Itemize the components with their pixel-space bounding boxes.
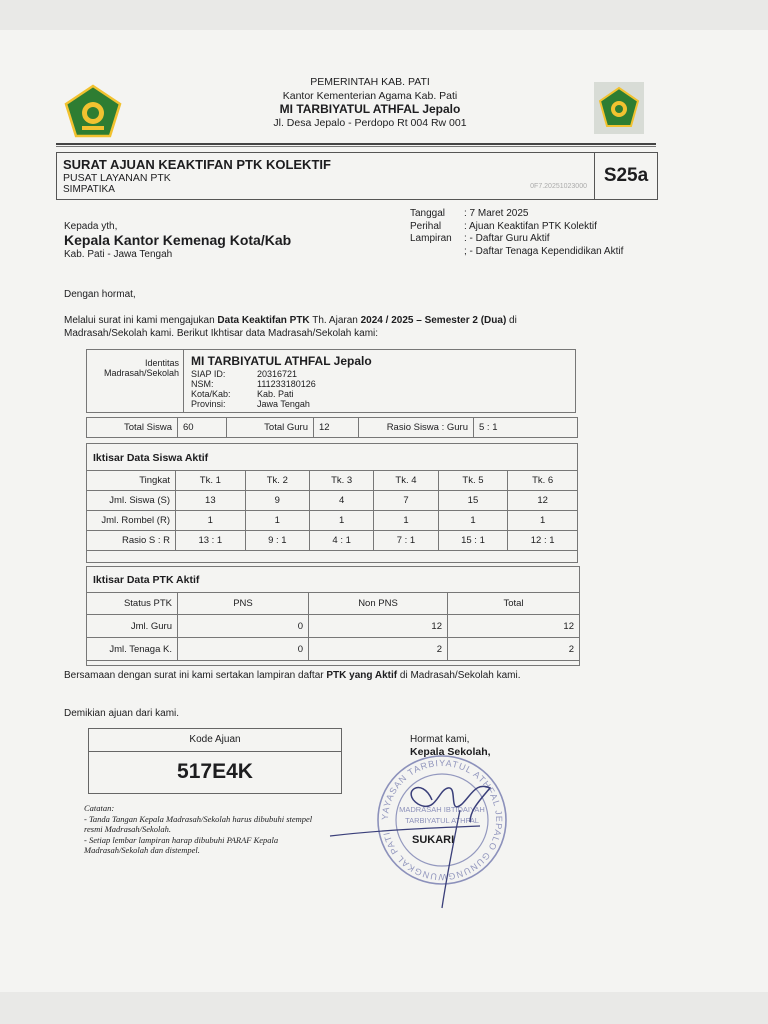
title-sub: PUSAT LAYANAN PTK <box>63 172 171 184</box>
total-siswa-value: 60 <box>178 418 227 438</box>
siswa-header-cell: Tk. 6 <box>508 471 578 491</box>
kemenag-logo-left-icon <box>64 84 122 138</box>
title-main: SURAT AJUAN KEAKTIFAN PTK KOLEKTIF <box>63 157 331 172</box>
meta-lampiran-value-2: ; - Daftar Tenaga Kependidikan Aktif <box>464 245 624 257</box>
siswa-header-cell: Tk. 4 <box>374 471 438 491</box>
table-cell: 1 <box>438 511 508 531</box>
kota-value: Kab. Pati <box>257 389 294 399</box>
table-cell: 13 <box>176 491 246 511</box>
siswa-header-row <box>87 471 578 491</box>
table-cell: 7 <box>374 491 438 511</box>
intro-e: di <box>506 315 517 326</box>
ptk-header-cell: PNS <box>178 593 309 615</box>
title-box <box>56 152 658 200</box>
table-cell: 1 <box>374 511 438 531</box>
intro-f: Madrasah/Sekolah kami. Berikut Ikhtisar data Madrasah/Sekolah kami: <box>64 328 379 339</box>
table-cell: 0 <box>178 638 309 661</box>
catatan-line: - Tanda Tangan Kepala Madrasah/Sekolah harus dibubuhi stempel <box>84 813 313 824</box>
summary-table <box>86 417 578 438</box>
stamp-center-2: TARBIYATUL ATHFAL <box>405 816 479 825</box>
identitas-keys <box>191 369 231 409</box>
closing-line: Demikian ajuan dari kami. <box>64 708 180 719</box>
kemenag-logo-right-icon <box>594 82 644 134</box>
attachment-a: Bersamaan dengan surat ini kami sertakan lampiran daftar <box>64 670 327 681</box>
table-cell: 1 <box>508 511 578 531</box>
table-cell: 1 <box>176 511 246 531</box>
kop-line-2: Kantor Kementerian Agama Kab. Pati <box>282 89 458 102</box>
identitas-label-1: Identitas <box>144 358 179 368</box>
siswa-header-cell: Tk. 1 <box>176 471 246 491</box>
siswa-heading: Iktisar Data Siswa Aktif <box>93 452 209 464</box>
table-cell: 2 <box>448 638 580 661</box>
meta-lampiran-label: Lampiran <box>410 233 452 244</box>
attachment-paragraph <box>64 670 521 681</box>
total-guru-value: 12 <box>314 418 359 438</box>
row-label: Jml. Siswa (S) <box>87 491 176 511</box>
table-cell: 0 <box>178 615 309 638</box>
identitas-label-2: Madrasah/Sekolah <box>103 368 179 378</box>
rasio-value: 5 : 1 <box>474 418 578 438</box>
intro-c: Th. Ajaran <box>309 315 361 326</box>
signer-name: SUKARI <box>412 834 455 846</box>
catatan-line: Madrasah/Sekolah dan distempel. <box>84 845 200 855</box>
table-cell: 1 <box>245 511 309 531</box>
recipient-place: Kab. Pati - Jawa Tengah <box>64 249 173 260</box>
attachment-c: di Madrasah/Sekolah kami. <box>397 670 521 681</box>
kop-line-1: PEMERINTAH KAB. PATI <box>310 76 430 88</box>
greeting: Dengan hormat, <box>64 289 136 300</box>
meta-tanggal-label: Tanggal <box>410 208 446 219</box>
ptk-header-cell: Status PTK <box>87 593 178 615</box>
siswa-header-cell: Tk. 5 <box>438 471 508 491</box>
catatan-title: Catatan: <box>84 803 115 813</box>
siswa-header-cell: Tk. 3 <box>309 471 373 491</box>
siap-value: 20316721 <box>257 369 298 379</box>
table-cell: 15 <box>438 491 508 511</box>
recipient-to: Kepada yth, <box>64 221 118 232</box>
row-label: Jml. Tenaga K. <box>87 638 178 661</box>
intro-paragraph <box>64 314 684 340</box>
table-cell: 4 : 1 <box>309 531 373 551</box>
intro-d: 2024 / 2025 – Semester 2 (Dua) <box>360 315 507 326</box>
recipient-name: Kepala Kantor Kemenag Kota/Kab <box>64 232 292 248</box>
siap-label: SIAP ID: <box>191 369 226 379</box>
table-cell: 12 <box>508 491 578 511</box>
kode-ajuan-box <box>88 728 342 794</box>
sign-greeting: Hormat kami, <box>410 734 470 745</box>
provinsi-label: Provinsi: <box>191 399 226 409</box>
intro-b: Data Keaktifan PTK <box>217 315 310 326</box>
sign-title: Kepala Sekolah, <box>410 746 491 758</box>
kemenag-logo-right <box>594 82 644 134</box>
kode-ajuan-label: Kode Ajuan <box>89 729 341 752</box>
table-cell: 15 : 1 <box>438 531 508 551</box>
table-row <box>87 638 580 661</box>
ptk-header-cell: Non PNS <box>309 593 448 615</box>
kop-line-4: Jl. Desa Jepalo - Perdopo Rt 004 Rw 001 <box>273 116 467 129</box>
table-cell: 12 : 1 <box>508 531 578 551</box>
table-row <box>87 531 578 551</box>
identitas-values <box>257 369 316 409</box>
ptk-table <box>86 592 580 661</box>
meta-lampiran-value-1: : - Daftar Guru Aktif <box>464 233 550 244</box>
kop-line-3: MI TARBIYATUL ATHFAL Jepalo <box>279 102 461 116</box>
siswa-header-cell: Tingkat <box>87 471 176 491</box>
document-number: 0F7.20251023000 <box>530 183 587 190</box>
table-row <box>87 511 578 531</box>
ptk-header-cell: Total <box>448 593 580 615</box>
table-row <box>87 491 578 511</box>
identitas-label <box>87 358 179 378</box>
catatan-line: - Setiap lembar lampiran harap dibubuhi PARAF Kepala <box>84 834 279 845</box>
table-cell: 9 <box>245 491 309 511</box>
letter-meta <box>410 208 623 258</box>
table-cell: 7 : 1 <box>374 531 438 551</box>
total-siswa-label: Total Siswa <box>87 418 178 438</box>
nsm-value: 111233180126 <box>257 379 316 389</box>
siswa-header-cell: Tk. 2 <box>245 471 309 491</box>
letterhead-divider <box>56 143 656 145</box>
title-sub2: SIMPATIKA <box>63 184 115 195</box>
meta-tanggal-value: : 7 Maret 2025 <box>464 208 529 219</box>
nsm-label: NSM: <box>191 379 214 389</box>
stamp-ring-text: YAYASAN TARBIYATUL ATHFAL JEPALO GUNUNGWUNGKAL PATI <box>379 757 505 883</box>
siswa-table <box>86 470 578 551</box>
table-cell: 13 : 1 <box>176 531 246 551</box>
table-cell: 1 <box>309 511 373 531</box>
intro-a: Melalui surat ini kami mengajukan <box>64 315 218 326</box>
table-cell: 12 <box>448 615 580 638</box>
row-label: Jml. Guru <box>87 615 178 638</box>
madrasah-name: MI TARBIYATUL ATHFAL Jepalo <box>191 354 372 368</box>
attachment-b: PTK yang Aktif <box>326 670 398 681</box>
total-guru-label: Total Guru <box>227 418 314 438</box>
identitas-box <box>86 349 576 413</box>
letterhead-divider-thin <box>56 146 656 147</box>
stamp-center-1: MADRASAH IBTIDAIYAH <box>399 805 485 814</box>
provinsi-value: Jawa Tengah <box>257 399 310 409</box>
table-cell: 12 <box>309 615 448 638</box>
kode-ajuan-value: 517E4K <box>177 760 253 783</box>
table-cell: 4 <box>309 491 373 511</box>
kota-label: Kota/Kab: <box>191 389 231 399</box>
form-code: S25a <box>594 153 657 199</box>
table-cell: 9 : 1 <box>245 531 309 551</box>
row-label: Jml. Rombel (R) <box>87 511 176 531</box>
catatan-line: resmi Madrasah/Sekolah. <box>84 824 172 834</box>
row-label: Rasio S : R <box>87 531 176 551</box>
letterhead <box>230 76 510 130</box>
ptk-header-row <box>87 593 580 615</box>
table-cell: 2 <box>309 638 448 661</box>
meta-perihal-value: : Ajuan Keaktifan PTK Kolektif <box>464 220 597 232</box>
table-row <box>87 615 580 638</box>
ptk-heading: Iktisar Data PTK Aktif <box>93 574 200 586</box>
rasio-label: Rasio Siswa : Guru <box>359 418 474 438</box>
meta-perihal-label: Perihal <box>410 220 442 232</box>
